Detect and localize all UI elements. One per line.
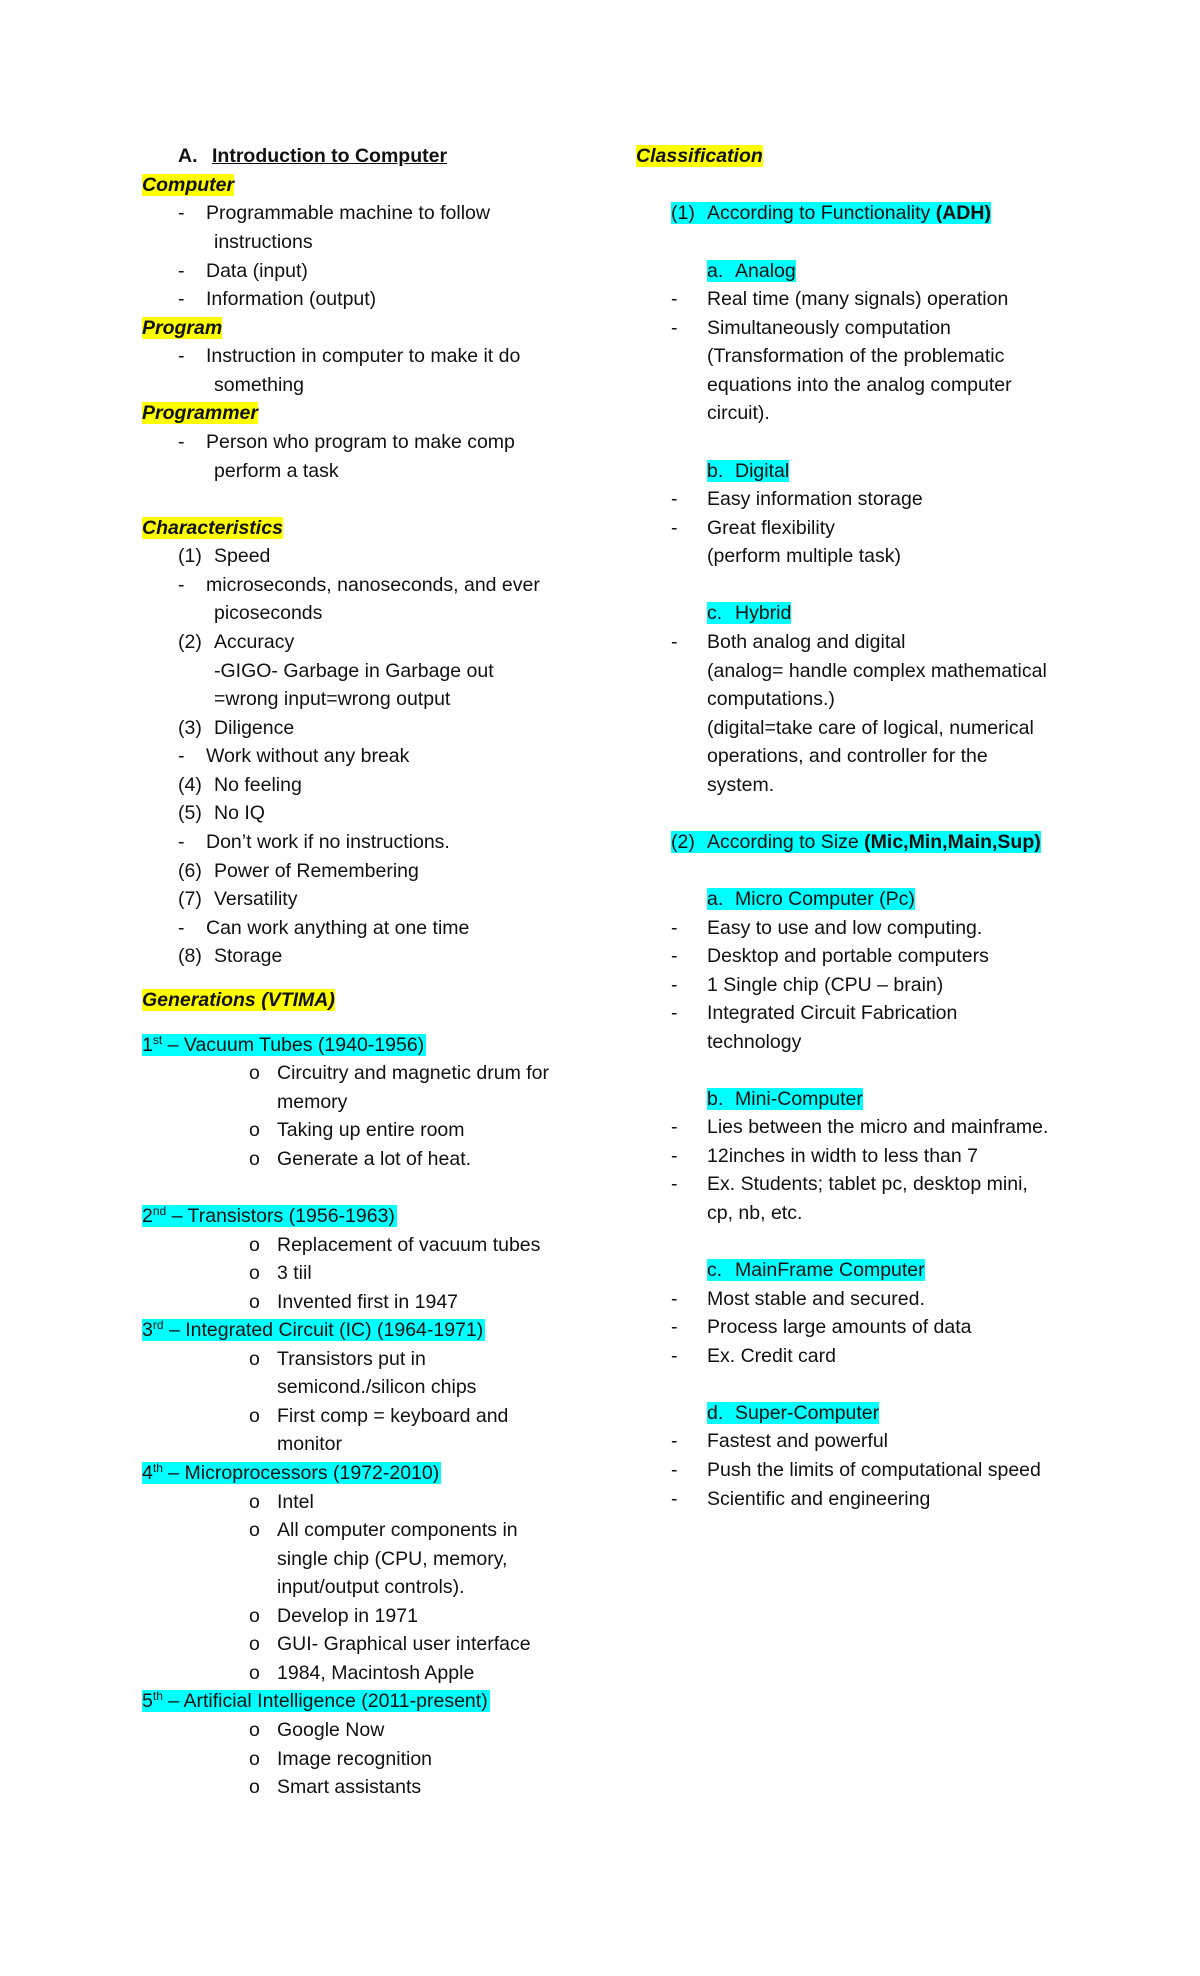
characteristic-item: (2) Accuracy — [178, 631, 295, 653]
characteristic-item: (5) No IQ — [178, 802, 265, 824]
supercomputer-heading: d. Super-Computer — [707, 1402, 880, 1424]
program-heading: Program — [142, 317, 223, 339]
program-item: - Instruction in computer to make it do — [178, 345, 521, 367]
mainframe-item: - Most stable and secured. — [671, 1288, 925, 1310]
generation-item: input/output controls). — [277, 1576, 465, 1598]
generation-item: semicond./silicon chips — [277, 1376, 477, 1398]
program-item: something — [214, 374, 304, 396]
programmer-item: - Person who program to make comp — [178, 431, 515, 453]
characteristic-item: (7) Versatility — [178, 888, 298, 910]
characteristic-item: (1) Speed — [178, 545, 271, 567]
generation-item: o Transistors put in — [249, 1348, 426, 1370]
generation-item: o Develop in 1971 — [249, 1605, 418, 1627]
functionality-heading: (1) According to Functionality (ADH) — [671, 202, 991, 224]
characteristic-detail: =wrong input=wrong output — [214, 688, 451, 710]
hybrid-item: operations, and controller for the — [707, 745, 988, 767]
generation-item: o 3 tiil — [249, 1262, 312, 1284]
mainframe-heading: c. MainFrame Computer — [707, 1259, 925, 1281]
generation-item: o Circuitry and magnetic drum for — [249, 1062, 550, 1084]
micro-heading: a. Micro Computer (Pc) — [707, 888, 915, 910]
section-letter: A. — [178, 145, 198, 167]
generation-item: o Smart assistants — [249, 1776, 422, 1798]
generation-item: o All computer components in — [249, 1519, 518, 1541]
generation-item: o Replacement of vacuum tubes — [249, 1234, 541, 1256]
generations-heading: Generations (VTIMA) — [142, 989, 335, 1011]
mini-item: - 12inches in width to less than 7 — [671, 1145, 979, 1167]
generation-item: o Intel — [249, 1491, 314, 1513]
micro-item: - 1 Single chip (CPU – brain) — [671, 974, 944, 996]
characteristic-detail: -GIGO- Garbage in Garbage out — [214, 660, 494, 682]
analog-item: - Real time (many signals) operation — [671, 288, 1009, 310]
generation-item: o Image recognition — [249, 1748, 433, 1770]
generation-3-title: 3rd – Integrated Circuit (IC) (1964-1971) — [142, 1318, 484, 1341]
analog-item: equations into the analog computer — [707, 374, 1012, 396]
generation-item: single chip (CPU, memory, — [277, 1548, 508, 1570]
hybrid-item: (digital=take care of logical, numerical — [707, 717, 1034, 739]
hybrid-item: system. — [707, 774, 775, 796]
generation-item: memory — [277, 1091, 348, 1113]
digital-item: - Great flexibility — [671, 517, 835, 539]
analog-heading: a. Analog — [707, 260, 796, 282]
supercomputer-item: - Push the limits of computational speed — [671, 1459, 1041, 1481]
hybrid-item: computations.) — [707, 688, 835, 710]
generation-4-title: 4th – Microprocessors (1972-2010) — [142, 1461, 440, 1484]
generation-item: o First comp = keyboard and — [249, 1405, 509, 1427]
mainframe-item: - Ex. Credit card — [671, 1345, 836, 1367]
characteristic-item: (3) Diligence — [178, 717, 295, 739]
generation-item: monitor — [277, 1433, 343, 1455]
characteristic-item: (6) Power of Remembering — [178, 860, 419, 882]
characteristic-item: (8) Storage — [178, 945, 283, 967]
mini-item: - Ex. Students; tablet pc, desktop mini, — [671, 1173, 1028, 1195]
hybrid-item: - Both analog and digital — [671, 631, 906, 653]
micro-item: - Easy to use and low computing. — [671, 917, 983, 939]
generation-item: o Generate a lot of heat. — [249, 1148, 472, 1170]
characteristic-detail: - Don’t work if no instructions. — [178, 831, 450, 853]
generation-item: o 1984, Macintosh Apple — [249, 1662, 475, 1684]
section-title: Introduction to Computer — [212, 145, 448, 167]
mini-heading: b. Mini-Computer — [707, 1088, 863, 1110]
generation-item: o Google Now — [249, 1719, 385, 1741]
characteristic-detail: - Can work anything at one time — [178, 917, 470, 939]
characteristic-detail: - Work without any break — [178, 745, 410, 767]
digital-item: (perform multiple task) — [707, 545, 901, 567]
mini-item: - Lies between the micro and mainframe. — [671, 1116, 1049, 1138]
characteristic-detail: - microseconds, nanoseconds, and ever — [178, 574, 540, 596]
supercomputer-item: - Fastest and powerful — [671, 1430, 889, 1452]
micro-item: technology — [707, 1031, 802, 1053]
hybrid-item: (analog= handle complex mathematical — [707, 660, 1047, 682]
programmer-item: perform a task — [214, 460, 339, 482]
analog-item: - Simultaneously computation — [671, 317, 951, 339]
mini-item: cp, nb, etc. — [707, 1202, 803, 1224]
generation-item: o Invented first in 1947 — [249, 1291, 459, 1313]
computer-item: instructions — [214, 231, 313, 253]
micro-item: - Integrated Circuit Fabrication — [671, 1002, 958, 1024]
classification-heading: Classification — [636, 145, 763, 167]
characteristic-item: (4) No feeling — [178, 774, 302, 796]
section-heading — [178, 143, 447, 171]
micro-item: - Desktop and portable computers — [671, 945, 989, 967]
programmer-heading: Programmer — [142, 402, 258, 424]
supercomputer-item: - Scientific and engineering — [671, 1488, 931, 1510]
computer-item: - Data (input) — [178, 260, 308, 282]
characteristics-heading: Characteristics — [142, 517, 283, 539]
generation-5-title: 5th – Artificial Intelligence (2011-present) — [142, 1689, 488, 1712]
hybrid-heading: c. Hybrid — [707, 602, 792, 624]
digital-item: - Easy information storage — [671, 488, 923, 510]
size-heading: (2) According to Size (Mic,Min,Main,Sup) — [671, 831, 1041, 853]
analog-item: circuit). — [707, 402, 770, 424]
computer-heading: Computer — [142, 174, 235, 196]
digital-heading: b. Digital — [707, 460, 790, 482]
computer-item: - Information (output) — [178, 288, 377, 310]
generation-2-title: 2nd – Transistors (1956-1963) — [142, 1204, 395, 1227]
mainframe-item: - Process large amounts of data — [671, 1316, 972, 1338]
analog-item: (Transformation of the problematic — [707, 345, 1005, 367]
characteristic-detail: picoseconds — [214, 602, 323, 624]
generation-item: o GUI- Graphical user interface — [249, 1633, 531, 1655]
generation-1-title: 1st – Vacuum Tubes (1940-1956) — [142, 1033, 425, 1056]
computer-item: - Programmable machine to follow — [178, 202, 490, 224]
generation-item: o Taking up entire room — [249, 1119, 465, 1141]
